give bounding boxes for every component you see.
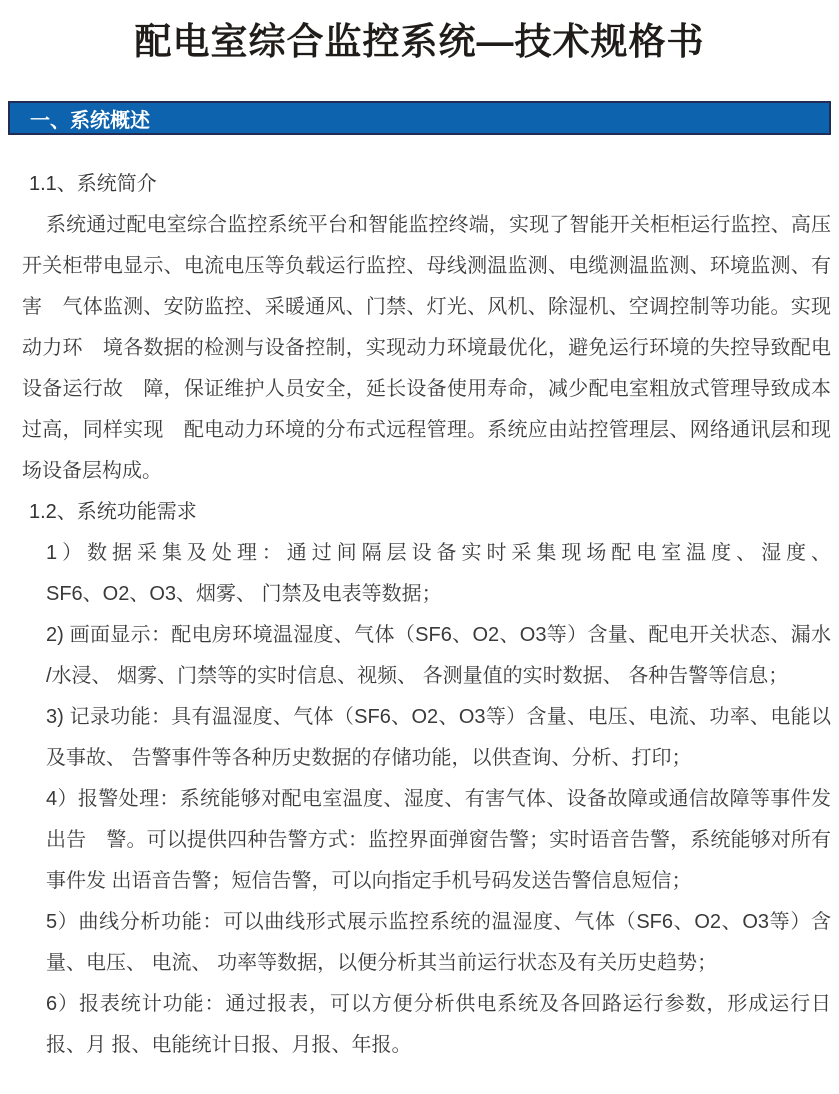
subsection-heading-1-1: 1.1、系统简介 xyxy=(29,173,157,195)
feature-list xyxy=(46,533,831,1066)
text-line: 动力环 境各数据的检测与设备控制，实现动力环境最优化，避免运行环境的失控导致配电 xyxy=(22,337,831,359)
text-line: 设备运行故 障，保证维护人员安全，延长设备使用寿命，减少配电室粗放式管理导致成本 xyxy=(22,378,831,400)
document-title: 配电室综合监控系统—技术规格书 xyxy=(134,21,705,62)
text-line: 报、月 报、电能统计日报、月报、年报。 xyxy=(46,1034,412,1056)
text-line: /水浸、 烟雾、门禁等的实时信息、视频、 各测量值的实时数据、 各种告警等信息； xyxy=(46,665,789,687)
subsection-heading-1-2: 1.2、系统功能需求 xyxy=(29,501,197,523)
text-line: 系统通过配电室综合监控系统平台和智能监控终端，实现了智能开关柜柜运行监控、高压 xyxy=(46,214,831,236)
text-line: 3) 记录功能：具有温湿度、气体（SF6、O2、O3等）含量、电压、电流、功率、电能以 xyxy=(46,706,831,728)
feature-item-2 xyxy=(46,615,831,697)
text-line: 量、电压、 电流、 功率等数据，以便分析其当前运行状态及有关历史趋势； xyxy=(46,952,718,974)
intro-paragraph xyxy=(22,205,831,492)
feature-item-1 xyxy=(46,533,831,615)
text-line: 事件发 出语音告警；短信告警，可以向指定手机号码发送告警信息短信； xyxy=(46,870,692,892)
text-line: 6）报表统计功能：通过报表，可以方便分析供电系统及各回路运行参数，形成运行日 xyxy=(46,993,831,1015)
document-body xyxy=(22,164,831,1066)
text-line: 4）报警处理：系统能够对配电室温度、湿度、有害气体、设备故障或通信故障等事件发 xyxy=(46,788,831,810)
text-line: 1）数据采集及处理：通过间隔层设备实时采集现场配电室温度、湿度、 xyxy=(46,542,831,564)
feature-item-3 xyxy=(46,697,831,779)
text-line: 5）曲线分析功能：可以曲线形式展示监控系统的温湿度、气体（SF6、O2、O3等）含 xyxy=(46,911,831,933)
feature-item-5 xyxy=(46,902,831,984)
text-line: 及事故、 告警事件等各种历史数据的存储功能，以供查询、分析、打印； xyxy=(46,747,692,769)
text-line: 过高，同样实现 配电动力环境的分布式远程管理。系统应由站控管理层、网络通讯层和现 xyxy=(22,419,831,441)
feature-item-4 xyxy=(46,779,831,902)
text-line: SF6、O2、O3、烟雾、 门禁及电表等数据； xyxy=(46,583,442,605)
feature-item-6 xyxy=(46,984,831,1066)
text-line: 开关柜带电显示、电流电压等负载运行监控、母线测温监测、电缆测温监测、环境监测、有 xyxy=(22,255,831,277)
text-line: 害 气体监测、安防监控、采暖通风、门禁、灯光、风机、除湿机、空调控制等功能。实现 xyxy=(22,296,831,318)
text-line: 2) 画面显示：配电房环境温湿度、气体（SF6、O2、O3等）含量、配电开关状态、漏水 xyxy=(46,624,831,646)
section-header-label: 一、系统概述 xyxy=(30,109,150,132)
section-header-overview xyxy=(8,101,831,135)
text-line: 场设备层构成。 xyxy=(22,460,162,482)
text-line: 出告 警。可以提供四种告警方式：监控界面弹窗告警；实时语音告警，系统能够对所有 xyxy=(46,829,831,851)
